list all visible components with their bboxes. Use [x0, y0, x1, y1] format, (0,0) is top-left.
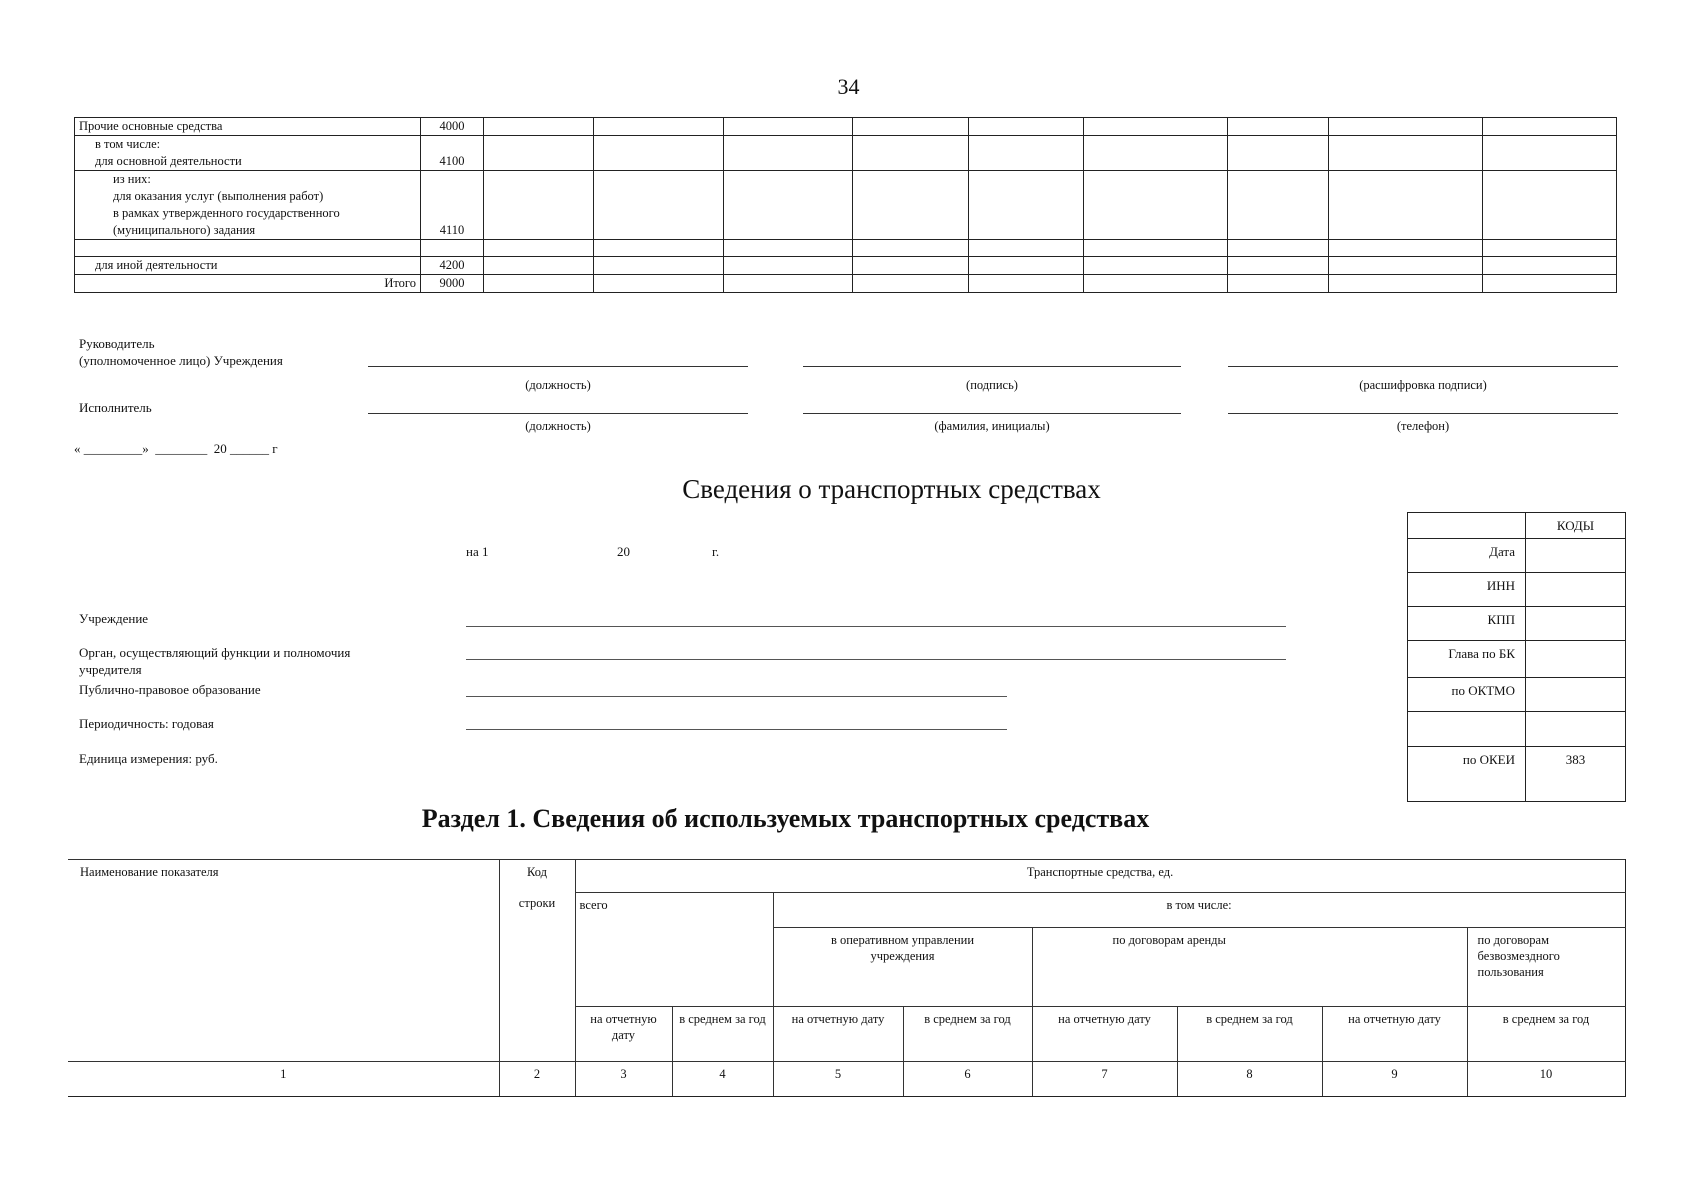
- total-label: Итого: [75, 275, 421, 293]
- codes-row: [1408, 641, 1626, 678]
- column-number: 8: [1177, 1062, 1322, 1097]
- row-label: для иной деятельности: [75, 257, 421, 275]
- column-number: 7: [1032, 1062, 1177, 1097]
- row-label: Прочие основные средства: [75, 118, 421, 136]
- institution-line[interactable]: [466, 626, 1286, 627]
- codes-table: [1407, 512, 1626, 802]
- executor-label: Исполнитель: [79, 400, 152, 415]
- codes-row: [1408, 607, 1626, 641]
- codes-value[interactable]: [1526, 607, 1626, 641]
- codes-row: [1408, 539, 1626, 573]
- column-number: 3: [575, 1062, 672, 1097]
- executor-name-line[interactable]: [803, 413, 1181, 414]
- subheader: на отчетную дату: [1032, 1007, 1177, 1062]
- head-name-line[interactable]: [1228, 366, 1618, 367]
- fixed-assets-table: [74, 117, 1617, 293]
- codes-value[interactable]: [1526, 539, 1626, 573]
- codes-row: [1408, 712, 1626, 747]
- field-founder-sub: учредителя: [79, 662, 142, 677]
- row-code: [421, 240, 484, 257]
- form-title: Сведения о транспортных средствах: [682, 474, 1101, 504]
- caption-name: (расшифровка подписи): [1359, 378, 1487, 392]
- codes-value[interactable]: [1526, 573, 1626, 607]
- subheader: на отчетную дату: [1322, 1007, 1467, 1062]
- header-vehicles: Транспортные средства, ед.: [575, 860, 1625, 893]
- subheader: в среднем за год: [672, 1007, 773, 1062]
- head-label: Руководитель: [79, 336, 155, 351]
- table-row: [75, 171, 1617, 240]
- codes-value[interactable]: [1526, 678, 1626, 712]
- column-number: 2: [499, 1062, 575, 1097]
- row-label: [75, 240, 421, 257]
- report-date-prefix: на 1: [466, 544, 489, 559]
- header-lease: по договорам аренды: [1032, 928, 1467, 1007]
- column-number: 5: [773, 1062, 903, 1097]
- codes-value[interactable]: 383: [1526, 747, 1626, 802]
- head-signature-line[interactable]: [803, 366, 1181, 367]
- executor-phone-line[interactable]: [1228, 413, 1618, 414]
- codes-label: по ОКЕИ: [1408, 747, 1526, 802]
- page-number: 34: [837, 74, 860, 99]
- subheader: на отчетную дату: [575, 1007, 672, 1062]
- table-row: [75, 118, 1617, 136]
- report-date-year: 20: [617, 544, 630, 559]
- header-code: Код строки: [499, 860, 575, 1062]
- subheader: в среднем за год: [1467, 1007, 1625, 1062]
- row-label: (муниципального) задания: [113, 223, 256, 237]
- row-label: в рамках утвержденного государственного: [113, 206, 340, 220]
- table-row: [75, 240, 1617, 257]
- date-line: « _________» ________ 20 ______ г: [74, 441, 278, 456]
- public-entity-line[interactable]: [466, 696, 1007, 697]
- header-indicator: Наименование показателя: [68, 860, 499, 1062]
- row-code: 4200: [421, 257, 484, 275]
- field-unit: Единица измерения: руб.: [79, 751, 218, 766]
- codes-label: Дата: [1408, 539, 1526, 573]
- header-total: всего: [575, 893, 773, 1007]
- subheader: в среднем за год: [1177, 1007, 1322, 1062]
- column-number: 4: [672, 1062, 773, 1097]
- header-including: в том числе:: [773, 893, 1625, 928]
- subheader: в среднем за год: [903, 1007, 1032, 1062]
- report-date-suffix: г.: [712, 544, 720, 559]
- codes-value[interactable]: [1526, 641, 1626, 678]
- codes-label: Глава по БК: [1408, 641, 1526, 678]
- row-code: 4110: [421, 171, 484, 240]
- column-number: 10: [1467, 1062, 1625, 1097]
- caption-position: (должность): [525, 378, 591, 392]
- section-title: Раздел 1. Сведения об используемых транспортных средствах: [421, 804, 1150, 833]
- codes-header: КОДЫ: [1526, 513, 1626, 539]
- head-position-line[interactable]: [368, 366, 748, 367]
- codes-value[interactable]: [1526, 712, 1626, 747]
- codes-label: КПП: [1408, 607, 1526, 641]
- table-row: [75, 275, 1617, 293]
- founder-line[interactable]: [466, 659, 1286, 660]
- column-number-row: [68, 1062, 1625, 1097]
- codes-label: ИНН: [1408, 573, 1526, 607]
- periodicity-line[interactable]: [466, 729, 1007, 730]
- row-label: для оказания услуг (выполнения работ): [113, 189, 324, 203]
- executor-position-line[interactable]: [368, 413, 748, 414]
- subheader: на отчетную дату: [773, 1007, 903, 1062]
- codes-row: [1408, 573, 1626, 607]
- codes-row: [1408, 678, 1626, 712]
- table-row: [75, 136, 1617, 171]
- field-public-entity: Публично-правовое образование: [79, 682, 261, 697]
- field-founder: Орган, осуществляющий функции и полномочия: [79, 645, 351, 660]
- column-number: 1: [68, 1062, 499, 1097]
- header-operational: в оперативном управлении учреждения: [773, 928, 1032, 1007]
- caption-position: (должность): [525, 419, 591, 433]
- caption-signature: (подпись): [966, 378, 1018, 392]
- caption-fullname: (фамилия, инициалы): [934, 419, 1050, 433]
- codes-label: по ОКТМО: [1408, 678, 1526, 712]
- row-code: 4100: [421, 136, 484, 171]
- column-number: 6: [903, 1062, 1032, 1097]
- row-code: 9000: [421, 275, 484, 293]
- caption-phone: (телефон): [1396, 419, 1450, 433]
- codes-label: [1408, 712, 1526, 747]
- codes-row: [1408, 747, 1626, 802]
- row-label: в том числе:: [95, 137, 161, 151]
- table-row: [75, 257, 1617, 275]
- vehicles-table: [68, 859, 1626, 1097]
- column-number: 9: [1322, 1062, 1467, 1097]
- head-label-sub: (уполномоченное лицо) Учреждения: [79, 353, 283, 368]
- field-periodicity: Периодичность: годовая: [79, 716, 214, 731]
- row-label: из них:: [113, 172, 151, 186]
- field-institution: Учреждение: [79, 611, 149, 626]
- row-label: для основной деятельности: [95, 154, 242, 168]
- header-free-use: по договорам безвозмездного пользования: [1467, 928, 1625, 1007]
- row-code: 4000: [421, 118, 484, 136]
